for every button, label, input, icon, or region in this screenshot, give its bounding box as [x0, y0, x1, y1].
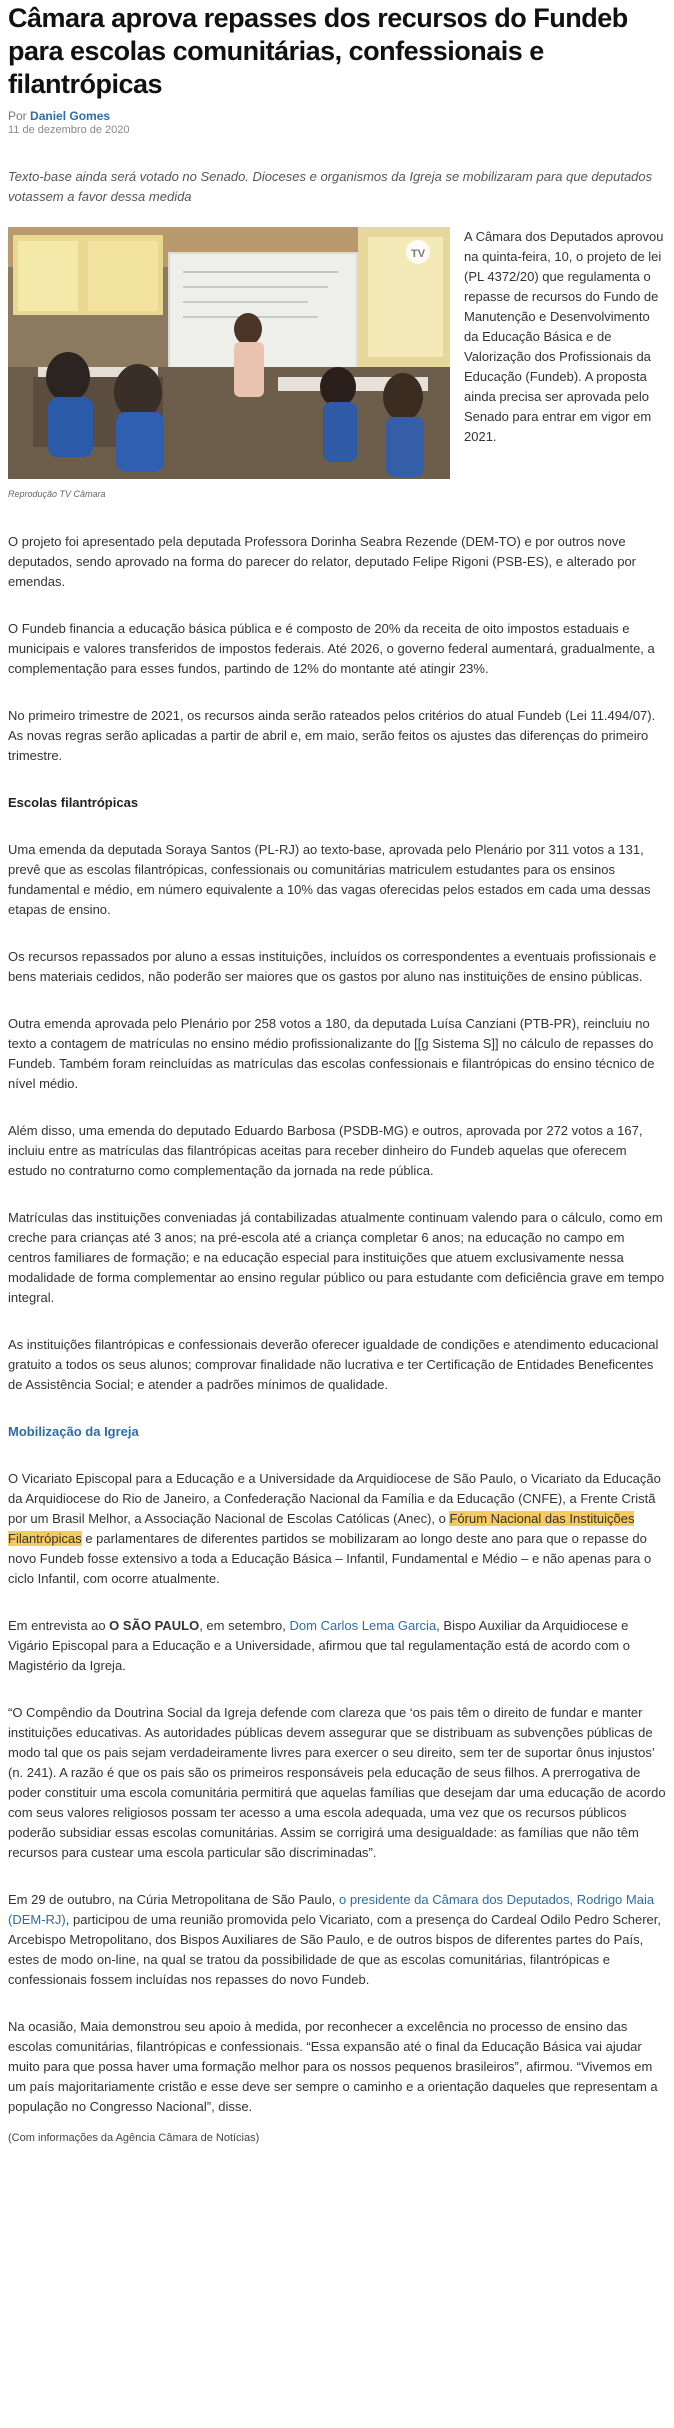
- tv-logo-icon: TV: [411, 248, 426, 260]
- quote-paragraph: “O Compêndio da Doutrina Social da Igreja defende com clareza que ‘os pais têm o direito de fundar e manter instituições educativas. As autoridades públicas devem assegurar que se distribuam as subvenções públicas de modo tal que os pais sejam verdadeiramente livres para exercer o seu direito, sem ter de suportar ônus injustos’ (n. 241). A razão é que os pais são os primeiros responsáveis pela educação de seus filhos. A prerrogativa de poder constituir uma escola comunitária permitirá que aquelas famílias que desejam dar uma educação de acordo com seus valores religiosos possam ter acesso a uma escola adequada, uma vez que os recursos públicos poderão subsidiar essas escolas comunitárias. Assim se corrigirá uma desigualdade: as famílias que não têm recursos para custear uma escola particular são discriminadas”.: [8, 1705, 666, 1860]
- paragraph: As instituições filantrópicas e confessionais deverão oferecer igualdade de condições e atendimento educacional gratuito a todos os seus alunos; comprovar finalidade não lucrativa e ter Certificação de Entidades Beneficentes de Assistência Social; e atender a padrões mínimos de qualidade.: [8, 1337, 659, 1392]
- paragraph-text: e parlamentares de diferentes partidos se mobilizaram ao longo deste ano para que o repasse do novo Fundeb fosse extensivo a toda a Educação Básica – Infantil, Fundamental e Médio – e não apenas para o ciclo Infantil, com ocorre atualmente.: [8, 1531, 652, 1586]
- paragraph-text: O Vicariato Episcopal para a Educação e a Universidade da Arquidiocese de São Paulo, o Vicariato da Educação da Arquidiocese do Rio de Janeiro, a Confederação Nacional da Família e da Educação (CNFE), a Frente Cristã por um Brasil Melhor, a Associação Nacional de Escolas Católicas (Anec), o: [8, 1471, 661, 1526]
- newspaper-name: O SÃO PAULO: [109, 1618, 200, 1633]
- paragraph: [8, 1616, 666, 1676]
- paragraph: Uma emenda da deputada Soraya Santos (PL-RJ) ao texto-base, aprovada pelo Plenário por 311 votos a 131, prevê que as escolas filantrópicas, confessionais ou comunitárias matriculem estudantes para os ensinos fundamental e médio, em número equivalente a 10% das vagas oferecidas pelos estados em cada uma dessas etapas de ensino.: [8, 842, 651, 917]
- paragraph: Na ocasião, Maia demonstrou seu apoio à medida, por reconhecer a excelência no processo de ensino das escolas comunitárias, filantrópicas e confessionais. “Essa expansão até o final da Educação Básica vai ajudar muito para que possa haver uma formação melhor para os nossos pequenos brasileiros”, afirmou. “Vivemos em um país majoritariamente cristão e esse deve ser sempre o caminho e a orientação daqueles que representam a população no Congresso Nacional”, disse.: [8, 2019, 658, 2114]
- paragraph-text: Em 29 de outubro, na Cúria Metropolitana de São Paulo,: [8, 1892, 339, 1907]
- paragraph: Outra emenda aprovada pelo Plenário por 258 votos a 180, da deputada Luísa Canziani (PTB-PR), reincluiu no texto a contagem de matrículas no ensino médio profissionalizante do [[g Sistema S]] no cálculo de repasses do Fundeb. Também foram reincluídas as matrículas das escolas confessionais e filantrópicas do ensino técnico de nível médio.: [8, 1016, 655, 1091]
- lead-block: [8, 227, 666, 507]
- highlighted-text: Fórum Nacional das Instituições Filantrópicas: [8, 1511, 635, 1546]
- bishop-link[interactable]: Dom Carlos Lema Garcia: [289, 1618, 437, 1633]
- paragraph: Os recursos repassados por aluno a essas instituições, incluídos os correspondentes a eventuais profissionais e bens materiais cedidos, não poderão ser maiores que os gastos por aluno nas instituições de ensino públicas.: [8, 949, 657, 984]
- publish-date: 11 de dezembro de 2020: [8, 124, 130, 136]
- source-note: (Com informações da Agência Câmara de Notícias): [8, 2132, 260, 2144]
- camara-president-link[interactable]: o presidente da Câmara dos Deputados, Rodrigo Maia (DEM-RJ): [8, 1892, 655, 1927]
- paragraph: O Fundeb financia a educação básica pública e é composto de 20% da receita de oito impostos estaduais e municipais e valores transferidos de impostos federais. Até 2026, o governo federal aumentará, gradualmente, a complementação para esses fundos, partindo de 12% do montante até atingir 23%.: [8, 621, 655, 676]
- paragraph-text: , em setembro,: [199, 1618, 290, 1633]
- article-body: [8, 532, 666, 2145]
- article-lede: Texto-base ainda será votado no Senado. Dioceses e organismos da Igreja se mobilizaram para que deputados votassem a favor dessa medida: [8, 169, 653, 204]
- section-heading-filantropicas: Escolas filantrópicas: [8, 795, 139, 810]
- author-link[interactable]: Daniel Gomes: [30, 109, 111, 123]
- paragraph: [8, 1890, 666, 1990]
- classroom-photo-illustration: [8, 227, 450, 479]
- byline: [8, 109, 666, 124]
- paragraph-text: Em entrevista ao: [8, 1618, 110, 1633]
- classroom-photo: [8, 227, 450, 479]
- paragraph-text: , Bispo Auxiliar da Arquidiocese e Vigário Episcopal para a Educação e a Universidade, afirmou que tal regulamentação está de acordo com o Magistério da Igreja.: [8, 1618, 630, 1673]
- paragraph: Além disso, uma emenda do deputado Eduardo Barbosa (PSDB-MG) e outros, aprovada por 272 votos a 167, incluiu entre as matrículas das filantrópicas aceitas para receber dinheiro do Fundeb aquelas que oferecem estudo no contraturno como complementação da jornada na rede pública.: [8, 1123, 643, 1178]
- paragraph: No primeiro trimestre de 2021, os recursos ainda serão rateados pelos critérios do atual Fundeb (Lei 11.494/07). As novas regras serão aplicadas a partir de abril e, em maio, serão feitos os ajustes das diferenças do primeiro trimestre.: [8, 708, 656, 763]
- intro-paragraph: A Câmara dos Deputados aprovou na quinta-feira, 10, o projeto de lei (PL 4372/20) que regulamenta o repasse de recursos do Fundo de Manutenção e Desenvolvimento da Educação Básica e de Valorização dos Profissionais da Educação (Fundeb). A proposta ainda precisa ser aprovada pelo Senado para entrar em vigor em 2021.: [464, 229, 664, 444]
- section-heading-mobilizacao: Mobilização da Igreja: [8, 1424, 139, 1439]
- paragraph: [8, 1469, 666, 1589]
- paragraph: Matrículas das instituições conveniadas já contabilizadas atualmente continuam valendo para o cálculo, como em creche para crianças até 3 anos; na pré-escola até a criança completar 6 anos; na educação no campo em centros familiares de formação; e na educação especial para instituições que atuem exclusivamente nessa modalidade de forma complementar ao ensino regular público ou para estudante com deficiência grave em tempo integral.: [8, 1210, 665, 1305]
- byline-prefix: Por: [8, 109, 27, 123]
- paragraph: O projeto foi apresentado pela deputada Professora Dorinha Seabra Rezende (DEM-TO) e por outros nove deputados, sendo aprovado na forma do parecer do relator, deputado Felipe Rigoni (PSB-ES), e alterado por emendas.: [8, 534, 637, 589]
- article-title: Câmara aprova repasses dos recursos do Fundeb para escolas comunitárias, confessionais e filantrópicas: [8, 3, 628, 99]
- image-caption: Reprodução TV Câmara: [8, 489, 106, 499]
- paragraph-text: , participou de uma reunião promovida pelo Vicariato, com a presença do Cardeal Odilo Pedro Scherer, Arcebispo Metropolitano, dos Bispos Auxiliares de São Paulo, e de outros bispos de diferentes partes do País, estes de modo on-line, na qual se tratou da possibilidade de que as escolas comunitárias, filantrópicas e confessionais fossem incluídas nos repasses do novo Fundeb.: [8, 1912, 661, 1987]
